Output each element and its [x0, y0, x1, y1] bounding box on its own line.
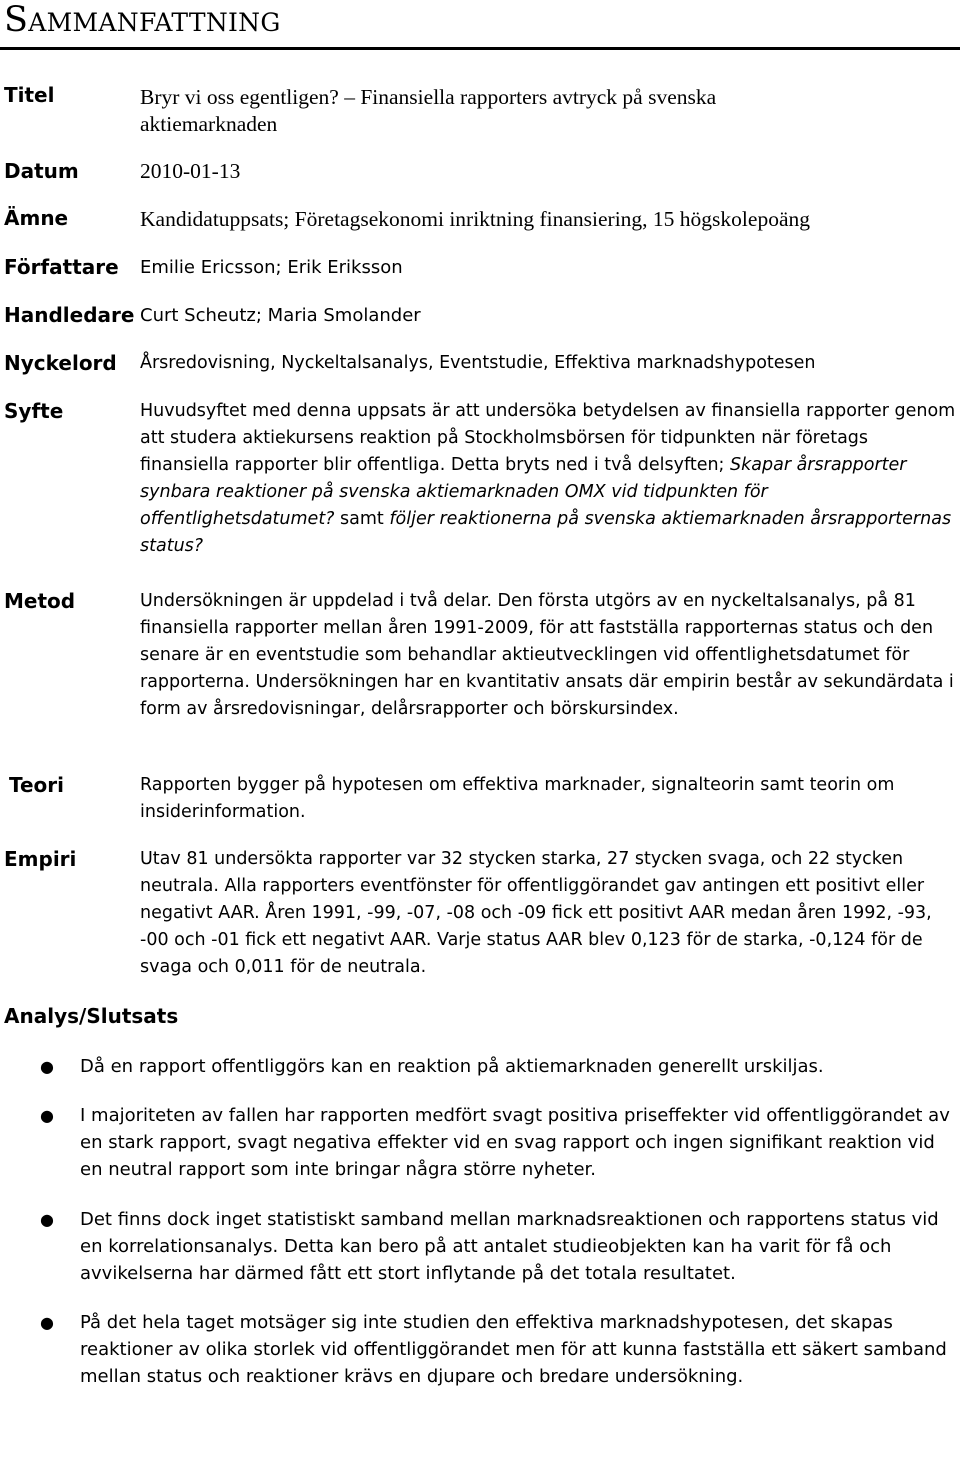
- label-handledare: Handledare: [4, 303, 135, 327]
- value-teori: Rapporten bygger på hypotesen om effektiva marknader, signalteorin samt teorin om insiderinformation.: [140, 775, 895, 822]
- syfte-question-2: följer reaktionerna på svenska aktiemarknaden årsrapporternas status?: [140, 509, 952, 556]
- list-item: [0, 1053, 960, 1083]
- syfte-question-1: Skapar årsrapporter synbara reaktioner på svenska aktiemarknaden OMX vid tidpunkten för offentlighetsdatumet?: [140, 455, 907, 529]
- label-analys-slutsats: Analys/Slutsats: [4, 1004, 179, 1028]
- conclusion-text: Då en rapport offentliggörs kan en reaktion på aktiemarknaden generellt urskiljas.: [80, 1056, 824, 1077]
- label-empiri: Empiri: [4, 847, 77, 871]
- list-item: [0, 1102, 960, 1186]
- value-amne: Kandidatuppsats; Företagsekonomi inriktning finansiering, 15 högskolepoäng: [140, 207, 810, 231]
- bullet-icon: ●: [40, 1210, 54, 1229]
- label-syfte: Syfte: [4, 399, 64, 423]
- list-item: [0, 1206, 960, 1290]
- label-titel: Titel: [4, 83, 55, 107]
- bullet-icon: ●: [40, 1313, 54, 1332]
- bullet-icon: ●: [40, 1106, 54, 1125]
- value-empiri: Utav 81 undersökta rapporter var 32 stycken starka, 27 stycken svaga, och 22 stycken neutrala. Alla rapporters eventfönster för offentliggörandet gav antingen ett positivt eller negativt AAR. Åren 1991, -99, -07, -08 och -09 fick ett positivt AAR medan åren 1992, -93, -00 och -01 fick ett negativt AAR. Varje status AAR blev 0,123 för de starka, -0,124 för de svaga och 0,011 för de neutrala.: [140, 849, 932, 977]
- bullet-icon: ●: [40, 1057, 54, 1076]
- page-title: Sammanfattning: [4, 0, 281, 40]
- label-datum: Datum: [4, 159, 79, 183]
- value-syfte: [140, 398, 958, 560]
- label-nyckelord: Nyckelord: [4, 351, 117, 375]
- title-rule: [0, 47, 960, 50]
- label-amne: Ämne: [4, 206, 69, 230]
- value-forfattare: Emilie Ericsson; Erik Eriksson: [140, 257, 403, 278]
- value-handledare: Curt Scheutz; Maria Smolander: [140, 305, 421, 326]
- syfte-text-2: samt: [334, 509, 390, 529]
- value-nyckelord: Årsredovisning, Nyckeltalsanalys, Eventstudie, Effektiva marknadshypotesen: [140, 353, 816, 373]
- value-datum: 2010-01-13: [140, 159, 241, 183]
- list-item: [0, 1309, 960, 1393]
- conclusion-text: Det finns dock inget statistiskt samband mellan marknadsreaktionen och rapportens status vid en korrelationsanalys. Detta kan bero på att antalet studieobjekten kan ha varit för få och avvikelserna har därmed fått ett stort inflytande på det totala resultatet.: [80, 1209, 939, 1284]
- label-forfattare: Författare: [4, 255, 119, 279]
- label-metod: Metod: [4, 589, 76, 613]
- label-teori: Teori: [9, 773, 65, 797]
- conclusion-text: På det hela taget motsäger sig inte studien den effektiva marknadshypotesen, det skapas reaktioner av olika storlek vid offentliggörandet men för att kunna fastställa ett säkert samband mellan status och reaktioner krävs en djupare och bredare undersökning.: [80, 1312, 947, 1387]
- syfte-text-1: Huvudsyftet med denna uppsats är att undersöka betydelsen av finansiella rapporter genom att studera aktiekursens reaktion på Stockholmsbörsen för tidpunkten när företags finansiella rapporter blir offentliga. Detta bryts ned i två delsyften;: [140, 401, 956, 475]
- value-titel: Bryr vi oss egentligen? – Finansiella rapporters avtryck på svenska aktiemarknaden: [140, 85, 717, 136]
- conclusion-text: I majoriteten av fallen har rapporten medfört svagt positiva priseffekter vid offentliggörandet av en stark rapport, svagt negativa effekter vid en svag rapport och ingen signifikant reaktion vid en neutral rapport som inte bringar några större nyheter.: [80, 1105, 950, 1180]
- value-metod: Undersökningen är uppdelad i två delar. Den första utgörs av en nyckeltalsanalys, på 81 finansiella rapporter mellan åren 1991-2009, för att fastställa rapporternas status och den senare är en eventstudie som behandlar aktieutvecklingen vid offentlighetsdatumet för rapporterna. Undersökningen har en kvantitativ ansats där empirin består av sekundärdata i form av årsredovisningar, delårsrapporter och börskursindex.: [140, 591, 954, 719]
